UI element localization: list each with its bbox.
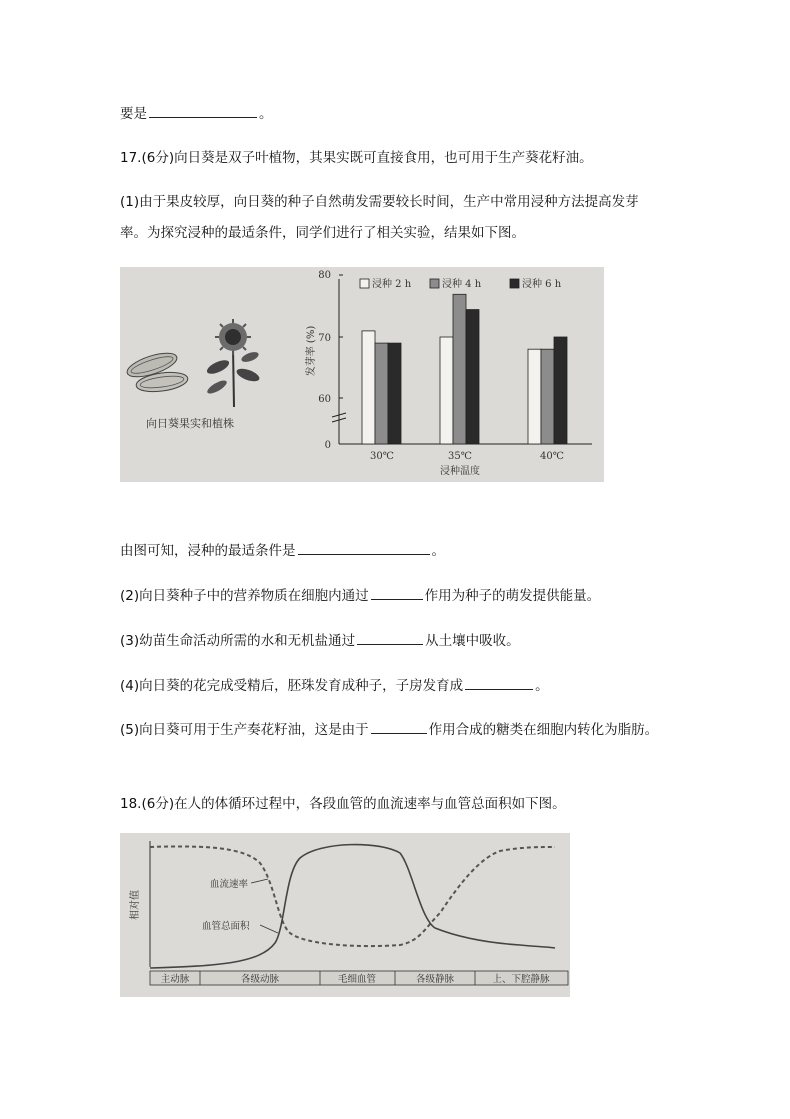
sunflower-seed-icon bbox=[124, 348, 189, 394]
legend-swatch-4h bbox=[430, 279, 439, 288]
legend-label-4h: 浸种 4 h bbox=[442, 279, 482, 290]
vessel-area-label: 血管总面积 bbox=[202, 921, 250, 932]
y-tick-80: 80 bbox=[318, 270, 331, 281]
x-tick-30: 30℃ bbox=[370, 451, 394, 462]
legend-swatch-2h bbox=[360, 279, 369, 288]
legend-label-6h: 浸种 6 h bbox=[522, 279, 562, 290]
question-17-part5 bbox=[120, 719, 658, 740]
bar-35℃-浸种2h bbox=[440, 337, 453, 444]
bar-30℃-浸种4h bbox=[375, 343, 388, 444]
line-end: 从土壤中吸收。 bbox=[425, 633, 520, 649]
question-17-optimal bbox=[120, 540, 445, 561]
y-axis-label: 发芽率 (%) bbox=[306, 325, 317, 377]
sunflower-plant-icon bbox=[205, 319, 261, 407]
line-end: 。 bbox=[431, 543, 445, 559]
chart-bars bbox=[362, 294, 567, 444]
question-17-part1-b: 率。为探究浸种的最适条件，同学们进行了相关实验，结果如下图。 bbox=[120, 225, 525, 241]
line-end: 。 bbox=[535, 678, 549, 694]
question-17-part1-a: (1)由于果皮较厚，向日葵的种子自然萌发需要较长时间，生产中常用浸种方法提高发芽 bbox=[120, 194, 639, 210]
bar-35℃-浸种6h bbox=[466, 310, 479, 444]
line-text: (3)幼苗生命活动所需的水和无机盐通过 bbox=[120, 633, 356, 649]
segment-veins: 各级静脉 bbox=[415, 974, 455, 985]
bar-40℃-浸种6h bbox=[554, 337, 567, 444]
line-end: 。 bbox=[259, 106, 273, 122]
segment-aorta: 主动脉 bbox=[160, 974, 190, 985]
plant-caption: 向日葵果实和植株 bbox=[146, 417, 234, 430]
question-17-part4 bbox=[120, 675, 549, 696]
segment-vena-cava: 上、下腔静脉 bbox=[492, 974, 550, 985]
y-tick-70: 70 bbox=[318, 333, 331, 344]
x-tick-40: 40℃ bbox=[540, 451, 564, 462]
line-text: 由图可知，浸种的最适条件是 bbox=[120, 543, 296, 559]
line-text: (4)向日葵的花完成受精后，胚珠发育成种子，子房发育成 bbox=[120, 678, 464, 694]
legend-label-2h: 浸种 2 h bbox=[372, 279, 412, 290]
answer-blank[interactable] bbox=[465, 675, 533, 690]
question-18-intro: 18.(6分)在人的体循环过程中，各段血管的血流速率与血管总面积如下图。 bbox=[120, 796, 566, 812]
answer-line-prev bbox=[120, 103, 273, 124]
answer-blank[interactable] bbox=[357, 630, 423, 645]
question-17-part3 bbox=[120, 630, 520, 651]
germination-figure-svg bbox=[120, 267, 604, 482]
blood-flow-rate-label: 血流速率 bbox=[210, 879, 249, 890]
line-text: (5)向日葵可用于生产奏花籽油，这是由于 bbox=[120, 722, 369, 738]
chart-legend bbox=[360, 277, 562, 290]
line-end: 作用为种子的萌发提供能量。 bbox=[424, 588, 601, 604]
bar-30℃-浸种6h bbox=[388, 343, 401, 444]
segment-capillaries: 毛细血管 bbox=[337, 974, 377, 985]
circulation-figure bbox=[120, 833, 570, 997]
vessel-area-line bbox=[150, 845, 555, 968]
line-text: 要是 bbox=[120, 106, 147, 122]
y-tick-60: 60 bbox=[318, 394, 331, 405]
line-end: 作用合成的糖类在细胞内转化为脂肪。 bbox=[428, 722, 659, 738]
bar-40℃-浸种4h bbox=[541, 349, 554, 444]
answer-blank[interactable] bbox=[371, 719, 427, 734]
x-axis-label: 浸种温度 bbox=[440, 466, 480, 477]
germination-figure bbox=[120, 267, 604, 482]
bar-30℃-浸种2h bbox=[362, 331, 375, 444]
bar-35℃-浸种4h bbox=[453, 294, 466, 444]
answer-blank[interactable] bbox=[298, 540, 430, 555]
legend-swatch-6h bbox=[510, 279, 519, 288]
question-17-intro: 17.(6分)向日葵是双子叶植物，其果实既可直接食用，也可用于生产葵花籽油。 bbox=[120, 150, 593, 166]
line-text: (2)向日葵种子中的营养物质在细胞内通过 bbox=[120, 588, 369, 604]
circulation-figure-svg bbox=[120, 833, 570, 997]
answer-blank[interactable] bbox=[371, 585, 423, 600]
question-17-part2 bbox=[120, 585, 600, 606]
germination-chart bbox=[304, 270, 592, 477]
y-tick-0: 0 bbox=[324, 440, 331, 451]
answer-blank[interactable] bbox=[149, 103, 257, 118]
x-tick-35: 35℃ bbox=[448, 451, 472, 462]
bar-40℃-浸种2h bbox=[528, 349, 541, 444]
y-axis-label: 相对值 bbox=[130, 890, 141, 920]
segment-arteries: 各级动脉 bbox=[240, 974, 280, 985]
